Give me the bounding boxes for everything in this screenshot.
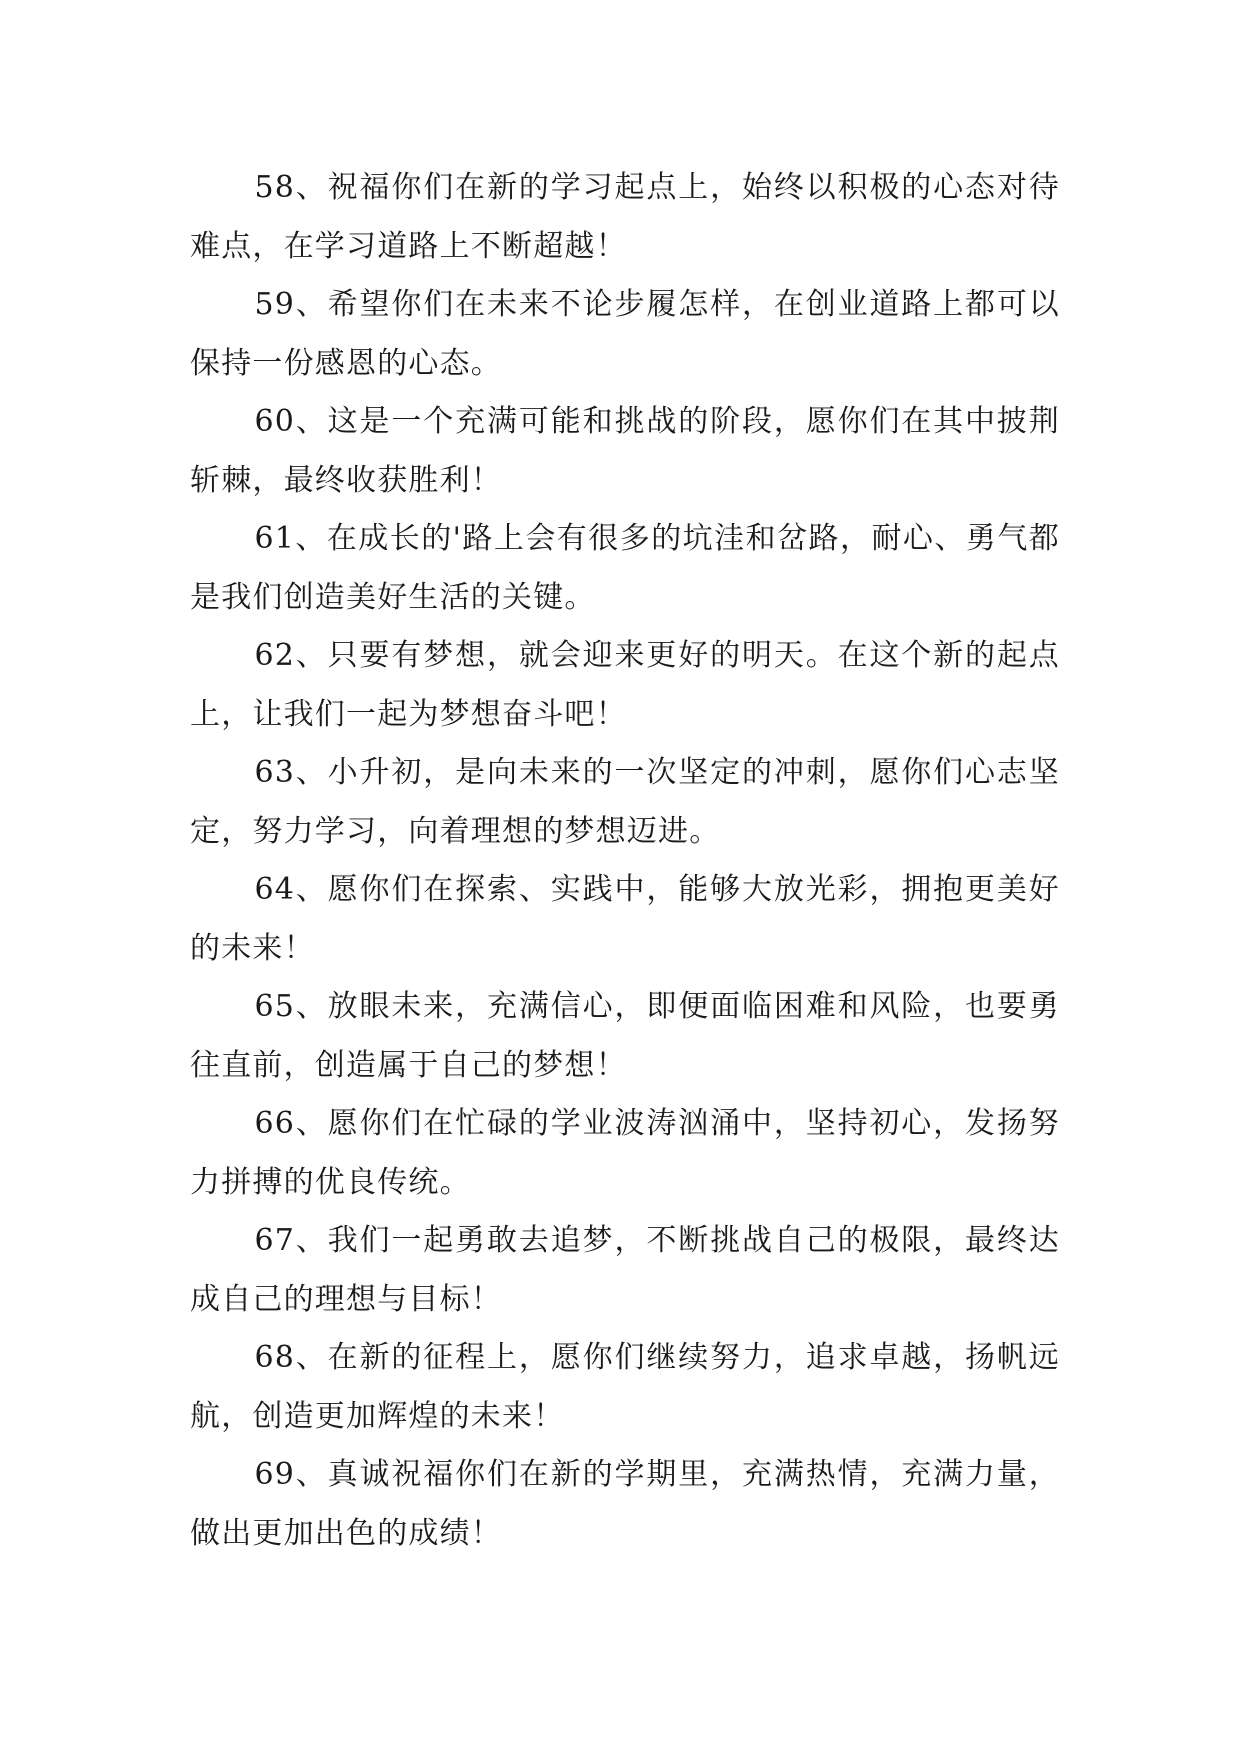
paragraph-64: 64、愿你们在探索、实践中，能够大放光彩，拥抱更美好的未来！ [190,872,1060,966]
paragraph-69: 69、真诚祝福你们在新的学期里，充满热情，充满力量，做出更加出色的成绩！ [190,1457,1060,1551]
paragraph-67: 67、我们一起勇敢去追梦，不断挑战自己的极限，最终达成自己的理想与目标！ [190,1223,1060,1317]
paragraph-59: 59、希望你们在未来不论步履怎样，在创业道路上都可以保持一份感恩的心态。 [190,287,1060,381]
paragraph-65: 65、放眼未来，充满信心，即便面临困难和风险，也要勇往直前，创造属于自己的梦想！ [190,989,1060,1083]
paragraph-61: 61、在成长的'路上会有很多的坑洼和岔路，耐心、勇气都是我们创造美好生活的关键。 [190,521,1060,615]
paragraph-63: 63、小升初，是向未来的一次坚定的冲刺，愿你们心志坚定，努力学习，向着理想的梦想迈进。 [190,755,1060,849]
paragraph-60: 60、这是一个充满可能和挑战的阶段，愿你们在其中披荆斩棘，最终收获胜利！ [190,404,1060,498]
document-body [190,159,1060,1563]
paragraph-68: 68、在新的征程上，愿你们继续努力，追求卓越，扬帆远航，创造更加辉煌的未来！ [190,1340,1060,1434]
paragraph-58: 58、祝福你们在新的学习起点上，始终以积极的心态对待难点，在学习道路上不断超越！ [190,170,1060,264]
paragraph-66: 66、愿你们在忙碌的学业波涛汹涌中，坚持初心，发扬努力拼搏的优良传统。 [190,1106,1060,1200]
paragraph-62: 62、只要有梦想，就会迎来更好的明天。在这个新的起点上，让我们一起为梦想奋斗吧！ [190,638,1060,732]
